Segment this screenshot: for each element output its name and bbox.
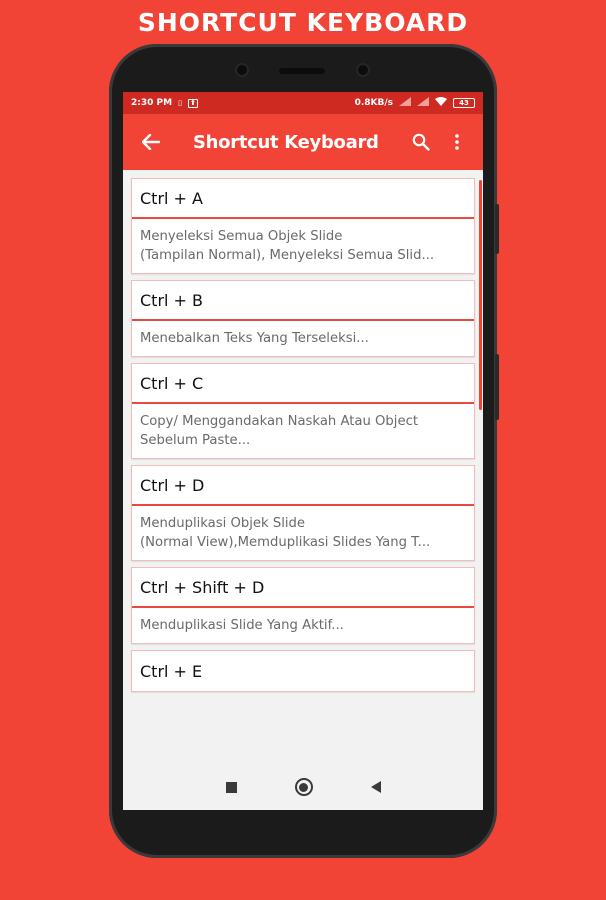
overflow-menu-button[interactable] <box>439 122 475 162</box>
system-nav-bar <box>123 764 483 810</box>
power-button <box>495 354 499 420</box>
earpiece-speaker <box>279 68 325 74</box>
shortcut-description: Menebalkan Teks Yang Terseleksi... <box>140 331 369 346</box>
shortcut-description: Menduplikasi Slide Yang Aktif... <box>140 618 344 633</box>
page-title: Shortcut Keyboard <box>193 131 379 153</box>
shortcut-card[interactable] <box>131 650 475 692</box>
arrow-left-icon <box>142 134 160 150</box>
promo-title: SHORTCUT KEYBOARD <box>137 8 469 37</box>
more-vert-icon <box>454 133 460 151</box>
shortcut-card[interactable] <box>131 465 475 561</box>
scroll-indicator[interactable] <box>479 180 482 410</box>
network-speed: 0.8KB/s <box>354 98 393 108</box>
search-icon <box>412 133 430 151</box>
back-button[interactable] <box>131 122 171 162</box>
shortcut-list[interactable] <box>123 170 483 692</box>
shortcut-keys: Ctrl + Shift + D <box>132 568 474 608</box>
signal-2-icon <box>417 97 429 109</box>
triangle-icon[interactable] <box>371 781 381 793</box>
vpn-icon: ▯ <box>178 99 182 107</box>
notification-icon: ⬆ <box>188 99 198 108</box>
search-button[interactable] <box>403 122 439 162</box>
shortcut-card[interactable] <box>131 363 475 459</box>
volume-button <box>495 204 499 254</box>
shortcut-keys: Ctrl + B <box>132 281 474 321</box>
front-camera-icon <box>237 65 247 75</box>
phone-frame <box>109 44 497 858</box>
status-time: 2:30 PM <box>131 98 173 108</box>
shortcut-description: Menyeleksi Semua Objek Slide (Tampilan Normal), Menyeleksi Semua Slid... <box>140 229 435 263</box>
shortcut-keys: Ctrl + D <box>132 466 474 506</box>
shortcut-card[interactable] <box>131 178 475 274</box>
app-bar <box>123 114 483 170</box>
phone-screen <box>123 92 483 810</box>
battery-icon: 43 <box>453 98 475 108</box>
sensor-icon <box>358 65 368 75</box>
shortcut-keys: Ctrl + A <box>132 179 474 219</box>
shortcut-description: Copy/ Menggandakan Naskah Atau Object Sebelum Paste... <box>140 414 418 448</box>
circle-icon[interactable] <box>295 778 313 796</box>
shortcut-card[interactable] <box>131 567 475 644</box>
shortcut-keys: Ctrl + E <box>140 661 203 681</box>
signal-icon <box>399 97 411 109</box>
wifi-icon <box>435 97 447 109</box>
shortcut-keys: Ctrl + C <box>132 364 474 404</box>
square-icon[interactable] <box>226 782 237 793</box>
status-bar <box>123 92 483 114</box>
shortcut-card[interactable] <box>131 280 475 357</box>
shortcut-description: Menduplikasi Objek Slide (Normal View),Memduplikasi Slides Yang T... <box>140 516 431 550</box>
